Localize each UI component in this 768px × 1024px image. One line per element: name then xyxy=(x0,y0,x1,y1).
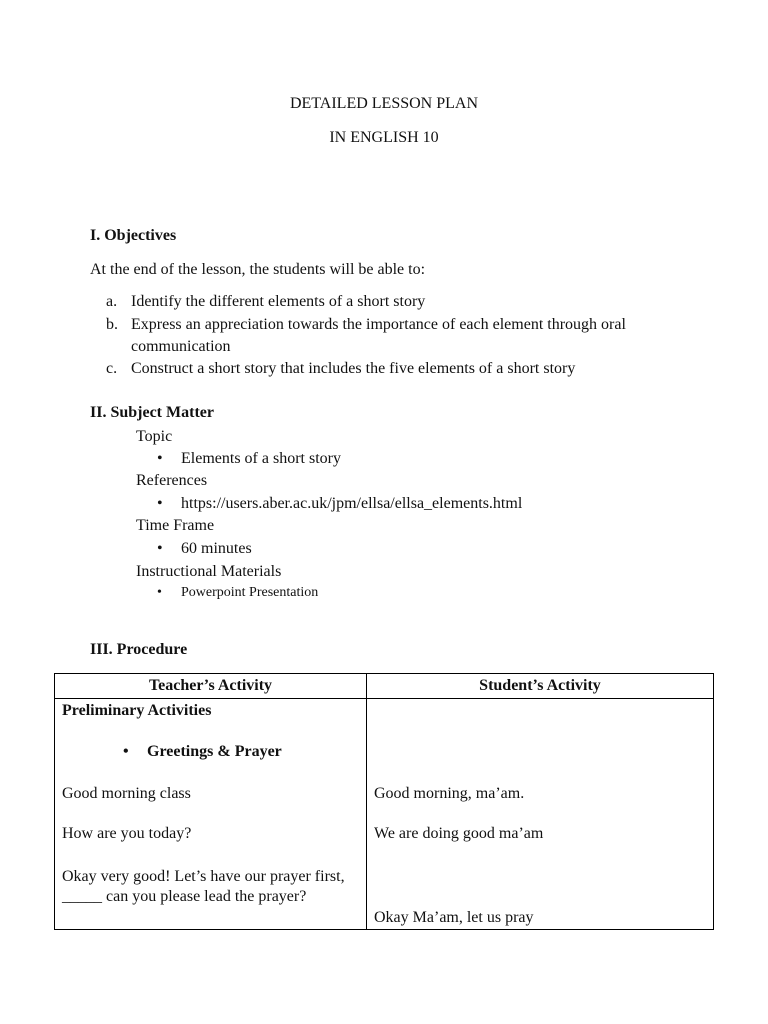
subject-matter-heading: II. Subject Matter xyxy=(90,404,214,421)
student-column-header: Student’s Activity xyxy=(367,674,714,699)
materials-value: Powerpoint Presentation xyxy=(181,585,319,600)
greetings-prayer-heading: Greetings & Prayer xyxy=(147,743,282,760)
student-line: Okay Ma’am, let us pray xyxy=(374,909,534,926)
reference-link[interactable]: https://users.aber.ac.uk/jpm/ellsa/ellsa_elements.html xyxy=(181,495,523,512)
time-frame-value: 60 minutes xyxy=(181,540,252,557)
teacher-line: Good morning class xyxy=(62,785,191,802)
teacher-column-header: Teacher’s Activity xyxy=(55,674,367,699)
time-frame-label: Time Frame xyxy=(136,517,215,534)
materials-label: Instructional Materials xyxy=(136,563,282,580)
list-marker: a. xyxy=(106,293,118,310)
bullet-icon: • xyxy=(157,585,162,600)
objective-text: Identify the different elements of a short story xyxy=(131,293,426,310)
document-title: DETAILED LESSON PLAN xyxy=(289,95,479,112)
bullet-icon: • xyxy=(157,540,163,557)
document-subtitle: IN ENGLISH 10 xyxy=(329,129,439,146)
list-marker: b. xyxy=(106,316,118,333)
table-row xyxy=(55,699,714,930)
preliminary-activities-heading: Preliminary Activities xyxy=(62,702,212,719)
references-label: References xyxy=(136,472,208,489)
teacher-activity-cell xyxy=(55,699,367,930)
bullet-icon: • xyxy=(157,450,163,467)
bullet-icon: • xyxy=(157,495,163,512)
student-line: We are doing good ma’am xyxy=(374,825,544,842)
objective-item xyxy=(106,314,706,358)
objective-text: Express an appreciation towards the importance of each element through oral communication xyxy=(131,316,626,355)
procedure-heading: III. Procedure xyxy=(90,641,188,658)
list-marker: c. xyxy=(106,360,118,377)
objectives-intro: At the end of the lesson, the students will be able to: xyxy=(90,261,426,278)
topic-value: Elements of a short story xyxy=(181,450,341,467)
teacher-line: Okay very good! Let’s have our prayer first, _____ can you please lead the prayer? xyxy=(62,868,345,905)
procedure-table xyxy=(54,673,714,930)
objectives-heading: I. Objectives xyxy=(90,227,177,244)
greetings-bullet-icon: • xyxy=(123,743,129,760)
student-activity-cell xyxy=(367,699,714,930)
teacher-line: How are you today? xyxy=(62,825,192,842)
student-line: Good morning, ma’am. xyxy=(374,785,525,802)
topic-label: Topic xyxy=(136,428,173,445)
table-header-row xyxy=(55,674,714,699)
objective-text: Construct a short story that includes the five elements of a short story xyxy=(131,360,576,377)
